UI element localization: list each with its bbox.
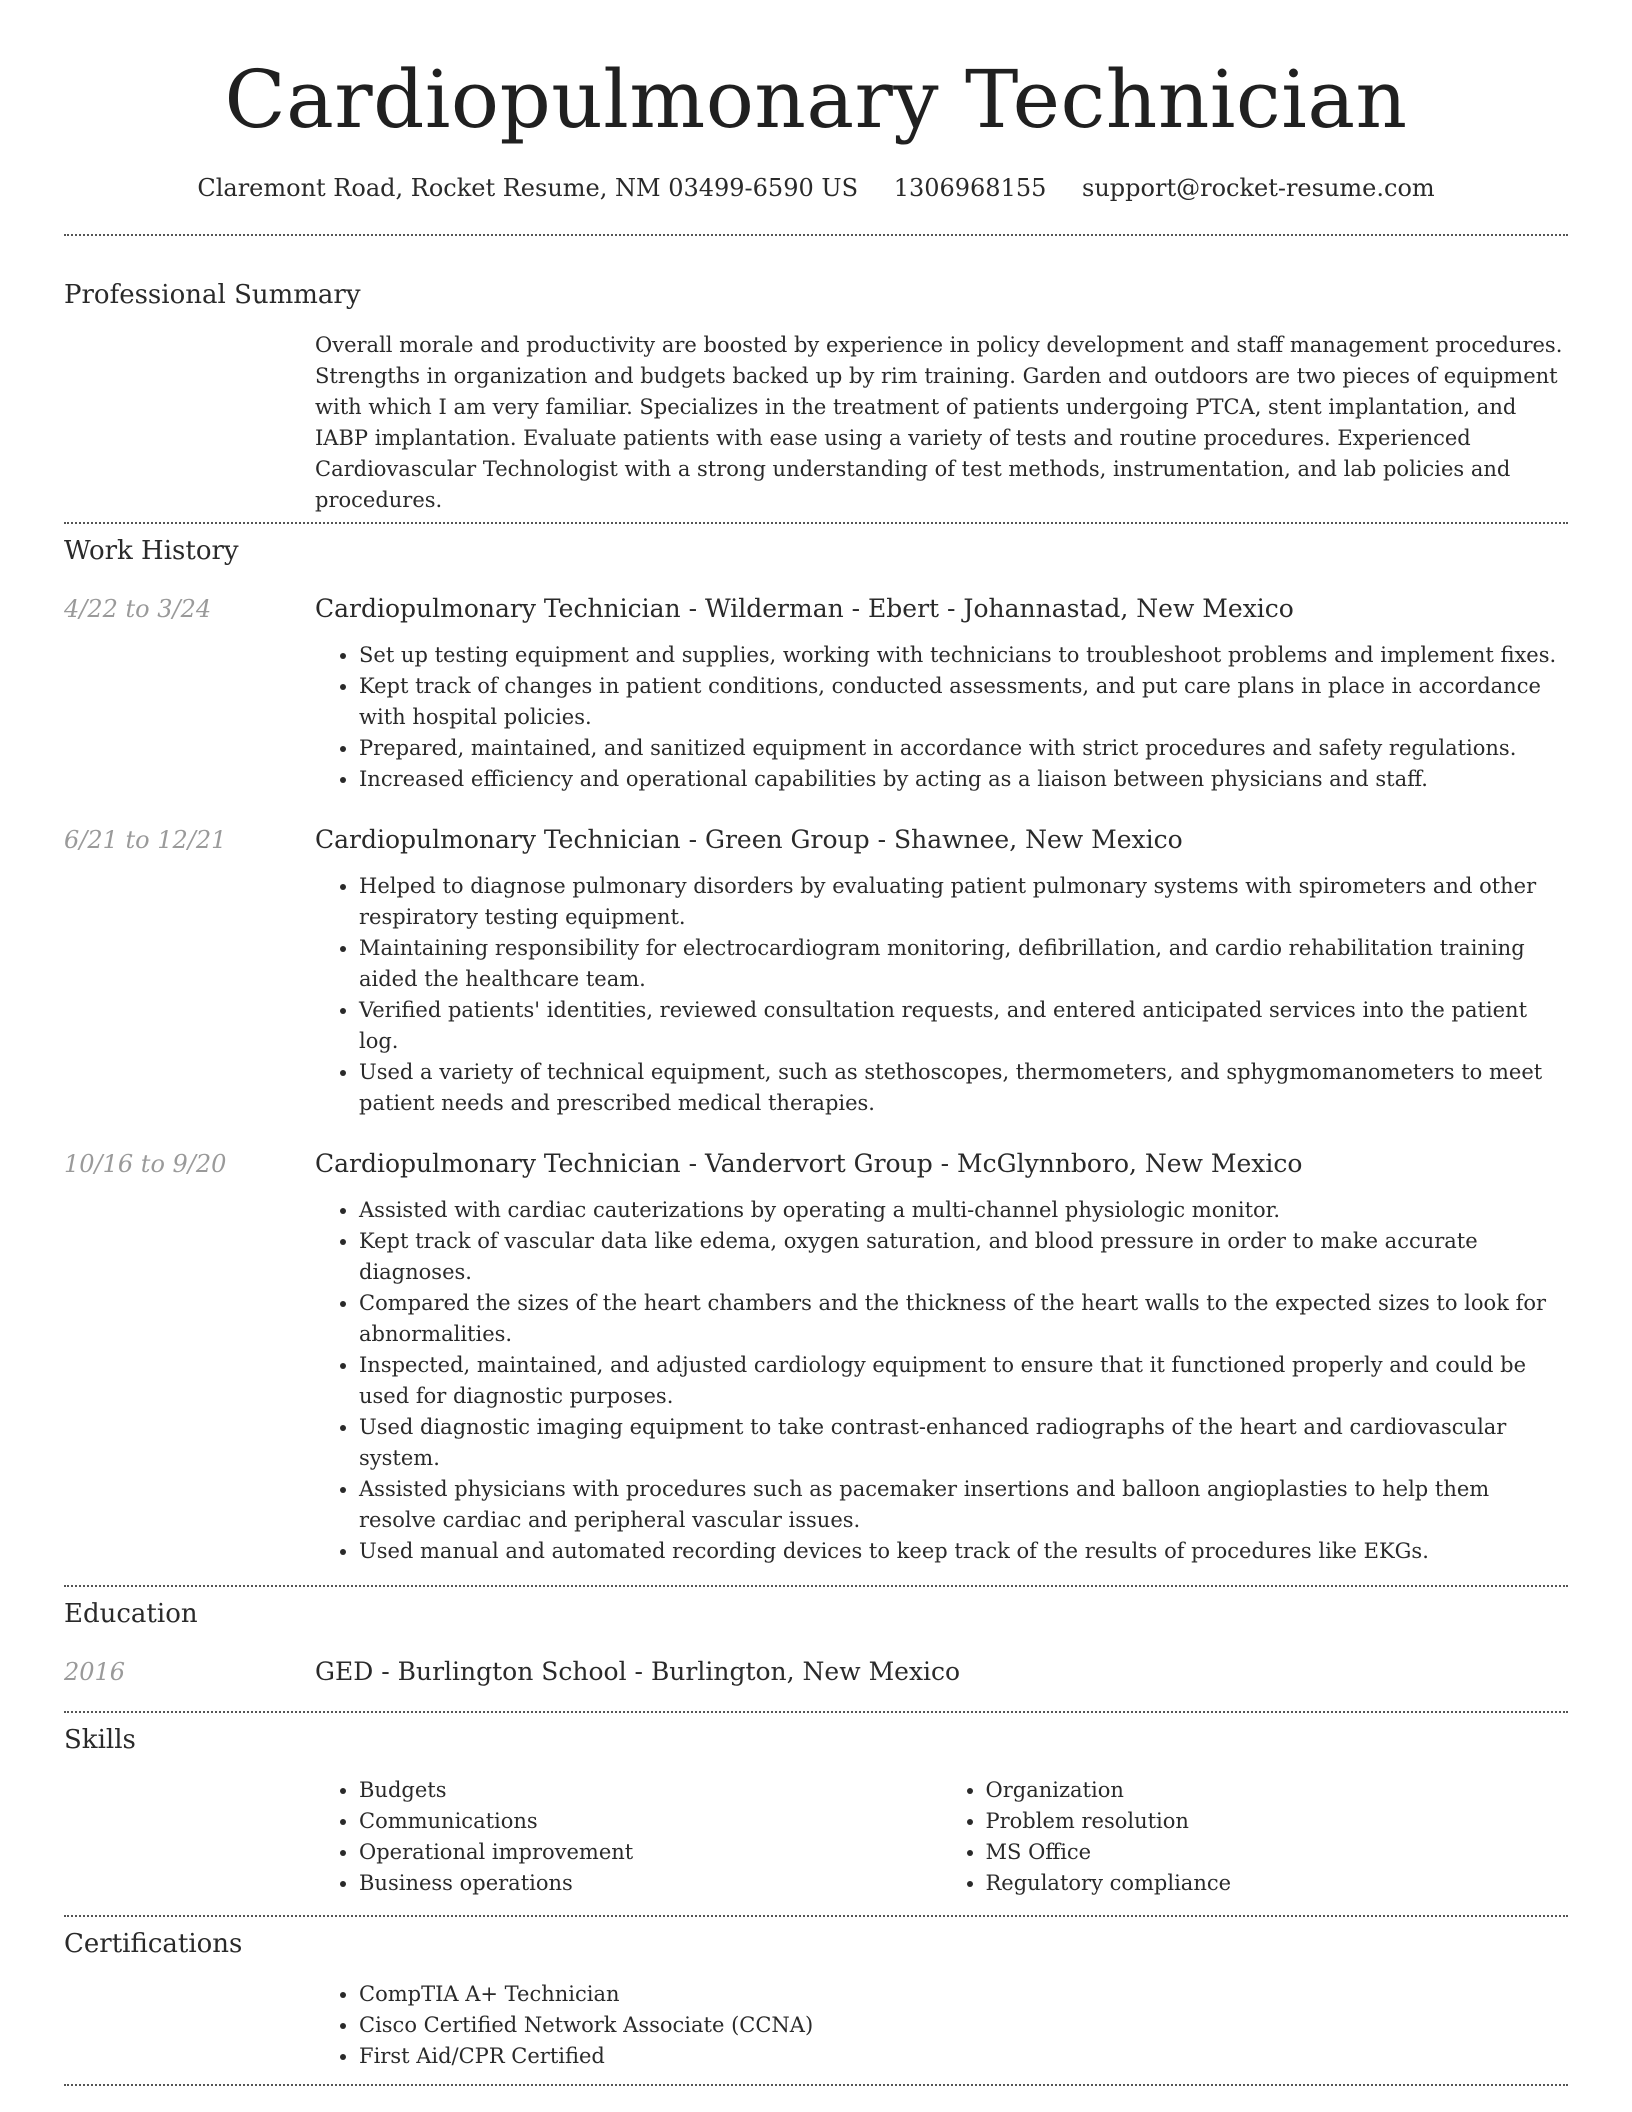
list-item: • Regulatory compliance xyxy=(986,1868,1569,1899)
skills-title: Skills xyxy=(64,1725,136,1755)
contact-address: Claremont Road, Rocket Resume, NM 03499-6590 US xyxy=(197,174,859,202)
list-item: • First Aid/CPR Certified xyxy=(359,2041,1568,2072)
certifications-section xyxy=(64,1917,1568,2072)
list-item: • Budgets xyxy=(359,1775,942,1806)
skills-spacer xyxy=(64,1775,315,1899)
list-item: • Prepared, maintained, and sanitized equipment in accordance with strict procedures and safety regulations. xyxy=(359,733,1568,764)
list-item: • Assisted with cardiac cauterizations by operating a multi-channel physiologic monitor. xyxy=(359,1195,1568,1226)
job-title: Cardiopulmonary Technician - Green Group - Shawnee, New Mexico xyxy=(315,825,1183,854)
list-item: • Compared the sizes of the heart chambers and the thickness of the heart walls to the expected sizes to look for abnormalities. xyxy=(359,1288,1568,1350)
skills-list-right xyxy=(942,1775,1569,1899)
list-item: • Inspected, maintained, and adjusted cardiology equipment to ensure that it functioned properly and could be used for diagnostic purposes. xyxy=(359,1350,1568,1412)
work-history-section xyxy=(64,524,1568,1567)
summary-text: Overall morale and productivity are boosted by experience in policy development and staff management procedures. Strengths in organization and budgets backed up by rim training. Garden and outdoors are two pieces of equipment with which I am very familiar. Specializes in the treatment of patients undergoing PTCA, stent implantation, and IABP implantation. Evaluate patients with ease using a variety of tests and routine procedures. Experienced Cardiovascular Technologist with a strong understanding of test methods, instrumentation, and lab policies and procedures. xyxy=(315,333,1563,512)
list-item: • Verified patients' identities, reviewed consultation requests, and entered anticipated services into the patient log. xyxy=(359,995,1568,1057)
summary-section xyxy=(64,236,1568,516)
education-detail: GED - Burlington School - Burlington, New Mexico xyxy=(315,1657,961,1686)
job-entry xyxy=(64,592,1568,795)
resume-name: Cardiopulmonary Technician xyxy=(224,53,1408,146)
list-item: • Used a variety of technical equipment, such as stethoscopes, thermometers, and sphygmomanometers to meet patient needs and prescribed medical therapies. xyxy=(359,1057,1568,1119)
summary-title: Professional Summary xyxy=(64,280,361,310)
contact-email: support@rocket-resume.com xyxy=(1082,174,1435,202)
job-bullets xyxy=(315,1195,1568,1567)
list-item: • Communications xyxy=(359,1806,942,1837)
list-item: • MS Office xyxy=(986,1837,1569,1868)
education-title: Education xyxy=(64,1599,198,1629)
resume-page xyxy=(64,0,1568,2086)
education-year: 2016 xyxy=(64,1658,126,1686)
job-title: Cardiopulmonary Technician - Wilderman - Ebert - Johannastad, New Mexico xyxy=(315,594,1294,623)
job-bullets xyxy=(315,640,1568,795)
list-item: • Assisted physicians with procedures such as pacemaker insertions and balloon angioplasties to help them resolve cardiac and peripheral vascular issues. xyxy=(359,1474,1568,1536)
contact-phone: 1306968155 xyxy=(893,174,1047,202)
education-section xyxy=(64,1587,1568,1689)
work-history-title: Work History xyxy=(64,536,239,566)
certifications-title: Certifications xyxy=(64,1929,243,1959)
skills-section xyxy=(64,1713,1568,1899)
list-item: • Set up testing equipment and supplies, working with technicians to troubleshoot problems and implement fixes. xyxy=(359,640,1568,671)
list-item: • Kept track of vascular data like edema, oxygen saturation, and blood pressure in order to make accurate diagnoses. xyxy=(359,1226,1568,1288)
list-item: • Helped to diagnose pulmonary disorders by evaluating patient pulmonary systems with spirometers and other respiratory testing equipment. xyxy=(359,871,1568,933)
job-bullets xyxy=(315,871,1568,1119)
job-dates: 6/21 to 12/21 xyxy=(64,826,227,854)
list-item: • Problem resolution xyxy=(986,1806,1569,1837)
job-dates: 4/22 to 3/24 xyxy=(64,595,212,623)
divider xyxy=(64,2084,1568,2086)
list-item: • Used diagnostic imaging equipment to take contrast-enhanced radiographs of the heart and cardiovascular system. xyxy=(359,1412,1568,1474)
job-dates: 10/16 to 9/20 xyxy=(64,1150,227,1178)
job-entry xyxy=(64,1147,1568,1567)
skills-list-left xyxy=(315,1775,942,1899)
list-item: • Operational improvement xyxy=(359,1837,942,1868)
contact-line xyxy=(64,172,1568,204)
list-item: • Maintaining responsibility for electrocardiogram monitoring, defibrillation, and cardio rehabilitation training aided the healthcare team. xyxy=(359,933,1568,995)
list-item: • Increased efficiency and operational capabilities by acting as a liaison between physicians and staff. xyxy=(359,764,1568,795)
summary-spacer xyxy=(64,330,315,516)
list-item: • Kept track of changes in patient conditions, conducted assessments, and put care plans in place in accordance with hospital policies. xyxy=(359,671,1568,733)
list-item: • Used manual and automated recording devices to keep track of the results of procedures like EKGs. xyxy=(359,1536,1568,1567)
job-entry xyxy=(64,823,1568,1119)
job-title: Cardiopulmonary Technician - Vandervort Group - McGlynnboro, New Mexico xyxy=(315,1149,1303,1178)
list-item: • Business operations xyxy=(359,1868,942,1899)
certifications-list xyxy=(315,1979,1568,2072)
list-item: • CompTIA A+ Technician xyxy=(359,1979,1568,2010)
list-item: • Cisco Certified Network Associate (CCNA) xyxy=(359,2010,1568,2041)
certifications-spacer xyxy=(64,1979,315,2072)
list-item: • Organization xyxy=(986,1775,1569,1806)
